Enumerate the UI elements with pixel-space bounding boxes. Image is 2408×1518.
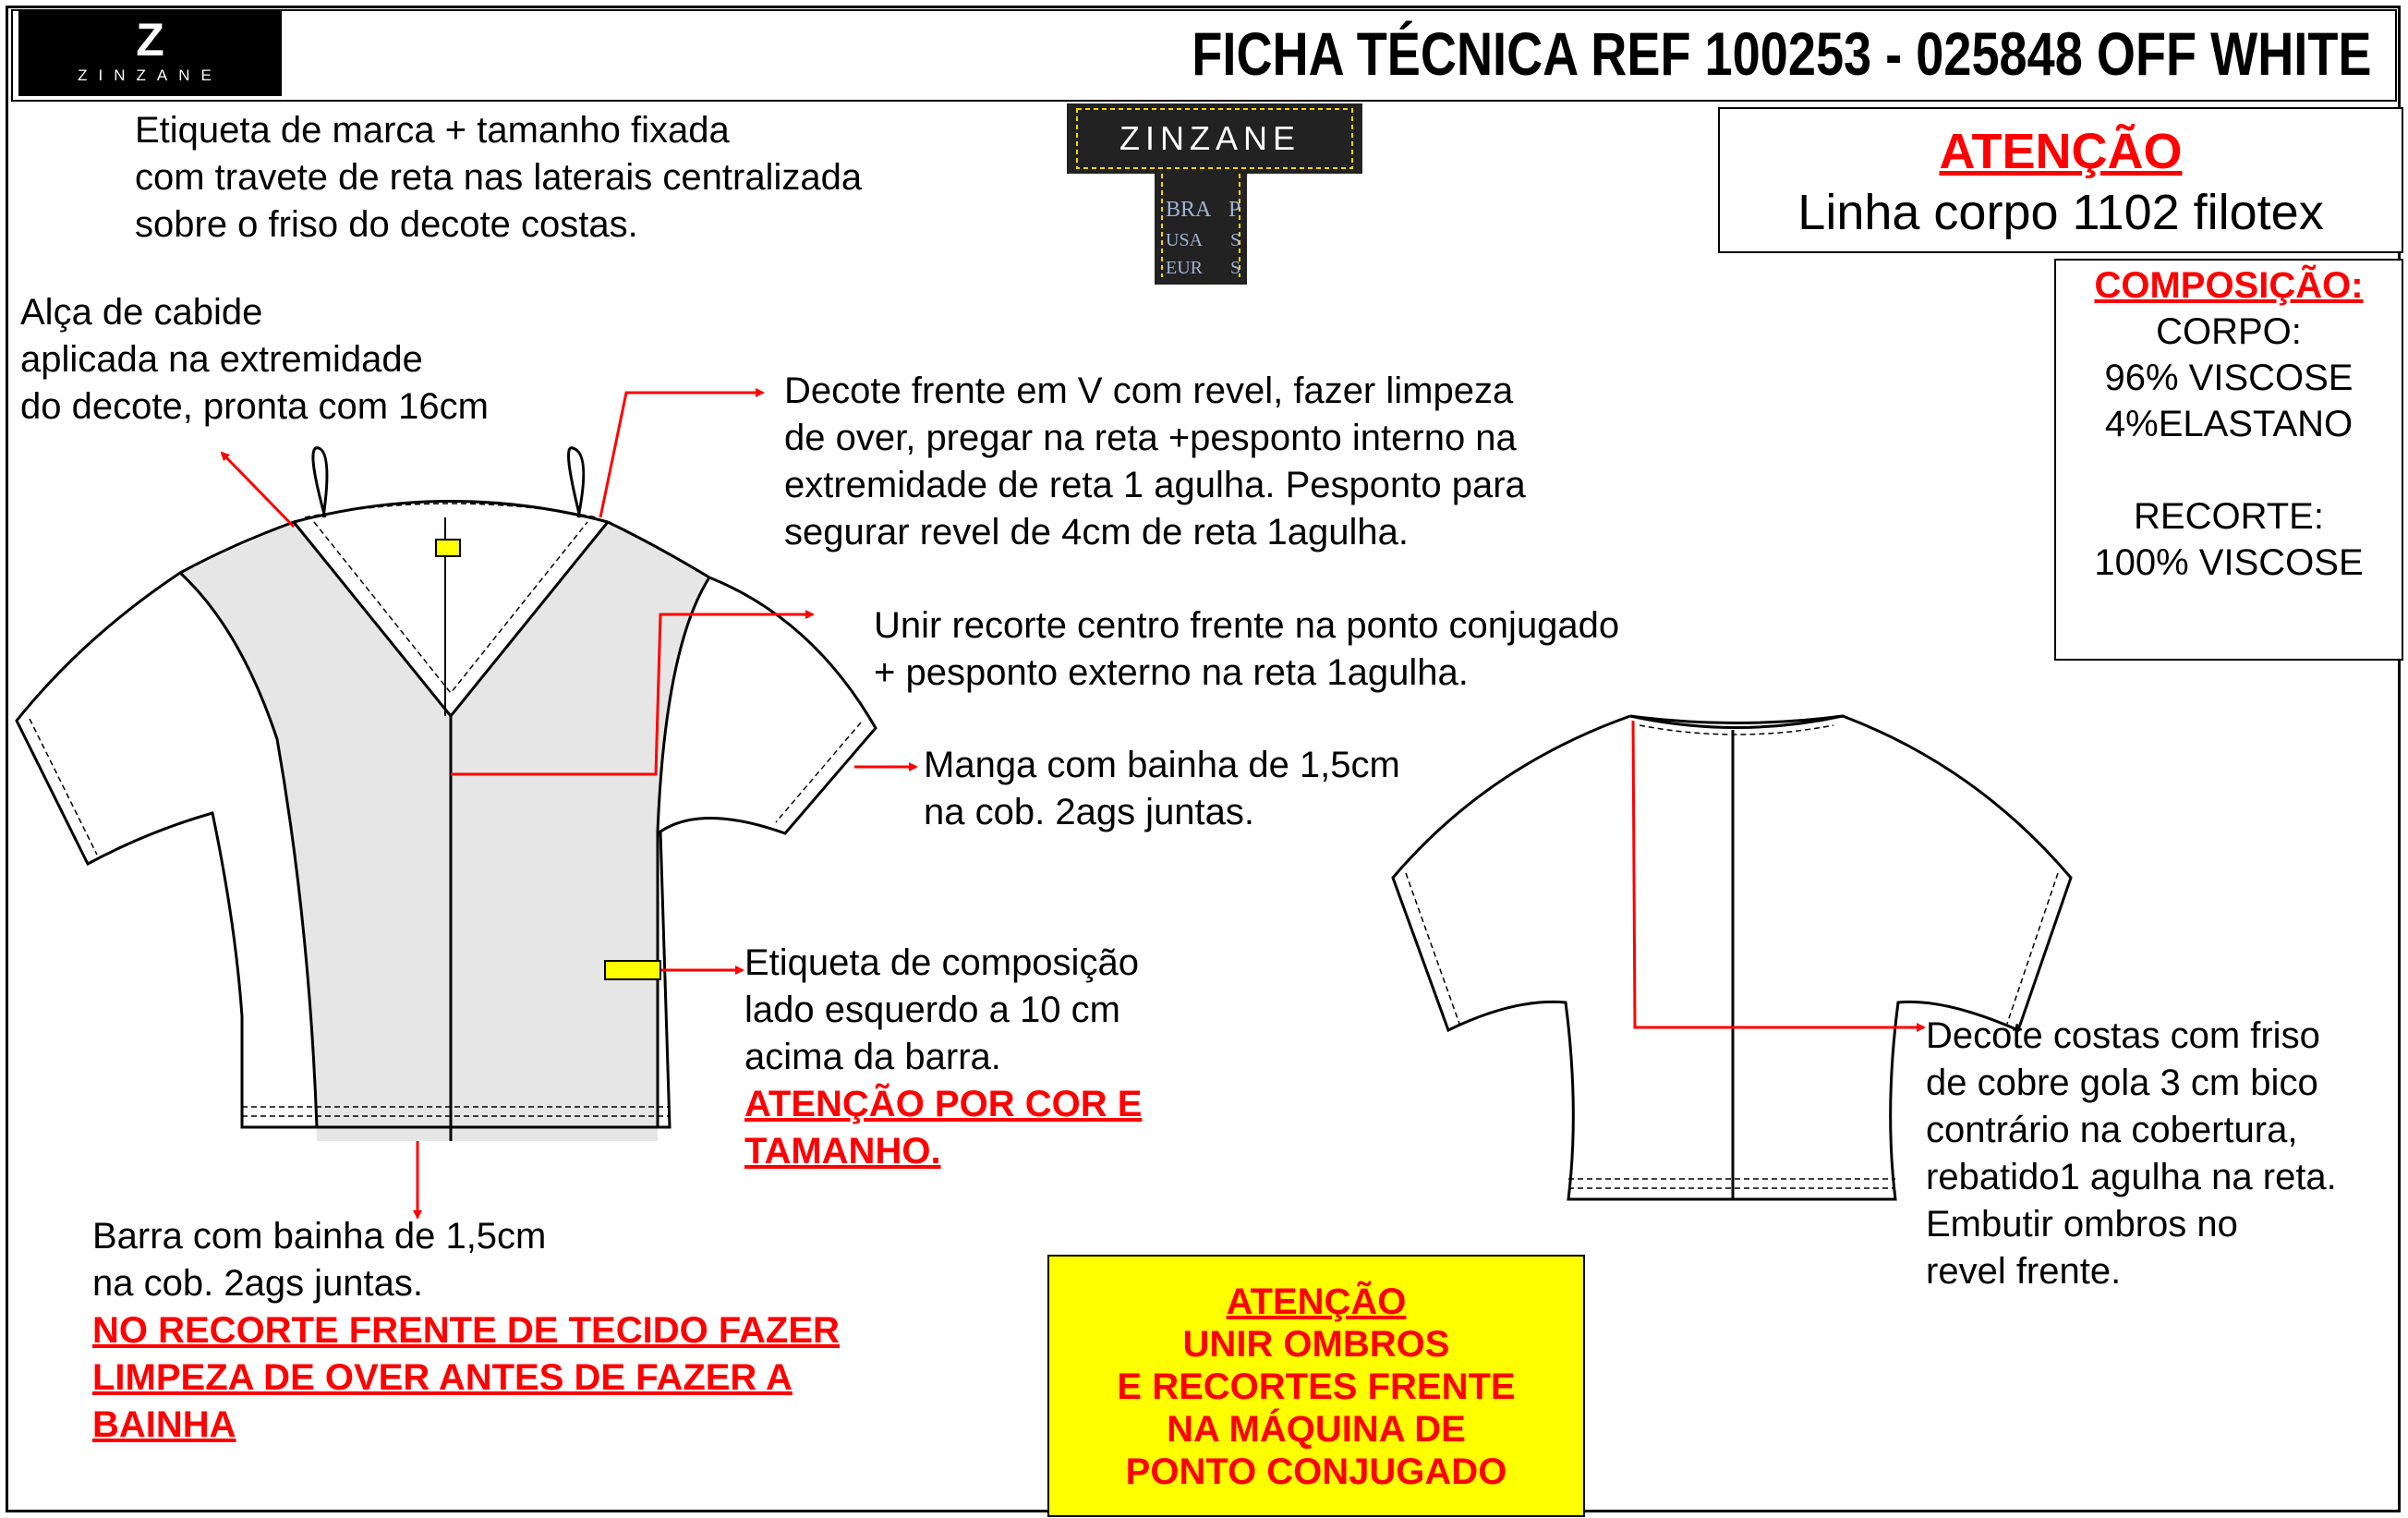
back-neck-edge xyxy=(294,502,608,523)
logo-wordmark: ZINZANE xyxy=(78,67,223,84)
composition-box xyxy=(2054,259,2403,661)
attention-title: ATENÇÃO xyxy=(1939,124,2183,179)
note-center-front: Unir recorte centro frente na ponto conjugado + pesponto externo na reta 1agulha. xyxy=(874,605,1620,693)
size-label-bra: BRA xyxy=(1166,198,1212,222)
size-value-bra: P xyxy=(1228,198,1241,222)
front-right-sleeve-hem xyxy=(776,723,876,833)
composition-body-label: CORPO: xyxy=(2156,311,2302,352)
composition-body-1: 96% VISCOSE xyxy=(2104,358,2354,398)
note-hem: Barra com bainha de 1,5cm na cob. 2ags juntas. NO RECORTE FRENTE DE TECIDO FAZER LIMPEZA DE OVER ANTES DE FAZER A BAINHA xyxy=(92,1216,840,1445)
logo-mark: Z xyxy=(136,14,164,66)
note-neckline-front: Decote frente em V com revel, fazer limpeza de over, pregar na reta +pesponto interno na extremidade de reta 1 agulha. Pesponto para segurar revel de 4cm de reta 1agulha. xyxy=(784,370,1526,553)
brand-label-illustration xyxy=(1067,103,1362,285)
composition-title: COMPOSIÇÃO: xyxy=(2094,265,2364,306)
arrow-neckline-front xyxy=(600,393,763,517)
hanger-loop-right xyxy=(569,448,584,517)
attention-yellow-box: ATENÇÃO UNIR OMBROS E RECORTES FRENTE NA MÁQUINA DE PONTO CONJUGADO xyxy=(1047,1255,1585,1517)
front-left-sleeve-hem xyxy=(17,719,97,864)
back-left-sleeve-hem xyxy=(1393,873,1459,1030)
yellow-box-title: ATENÇÃO xyxy=(1226,1281,1407,1322)
size-value-usa: S xyxy=(1230,230,1241,250)
composition-body-2: 4%ELASTANO xyxy=(2104,404,2354,444)
size-value-eur: S xyxy=(1230,258,1241,278)
note-composition-label: Etiqueta de composição lado esquerdo a 10 cm acima da barra. ATENÇÃO POR COR E TAMANHO. xyxy=(744,942,1143,1172)
composition-cut-label: RECORTE: xyxy=(2134,496,2324,537)
arrow-hanger xyxy=(222,453,294,527)
size-label-usa: USA xyxy=(1166,230,1204,250)
note-hanger: Alça de cabide aplicada na extremidade do decote, pronta com 16cm xyxy=(20,292,489,427)
hanger-loop-left xyxy=(313,448,327,517)
arrow-neckline-back xyxy=(1633,721,1924,1027)
note-neckline-back: Decote costas com friso de cobre gola 3 cm bico contrário na cobertura, rebatido1 agulha na reta. Embutir ombros no revel frente. xyxy=(1926,1015,2337,1292)
note-brand-label: Etiqueta de marca + tamanho fixada com travete de reta nas laterais centralizada sobre o friso do decote costas. xyxy=(135,110,863,245)
size-label-eur: EUR xyxy=(1166,258,1203,278)
attention-box xyxy=(1718,107,2403,253)
attention-line: Linha corpo 1102 filotex xyxy=(1797,185,2324,240)
brand-label-marker xyxy=(436,540,460,556)
note-sleeve: Manga com bainha de 1,5cm na cob. 2ags juntas. xyxy=(924,745,1400,832)
composition-cut-1: 100% VISCOSE xyxy=(2094,542,2364,583)
page-title: FICHA TÉCNICA REF 100253 - 025848 OFF WHITE xyxy=(1191,19,2371,88)
brand-label-wordmark: ZINZANE xyxy=(1119,119,1301,157)
back-right-sleeve-hem xyxy=(2007,873,2071,1030)
composition-label-marker xyxy=(605,961,660,979)
